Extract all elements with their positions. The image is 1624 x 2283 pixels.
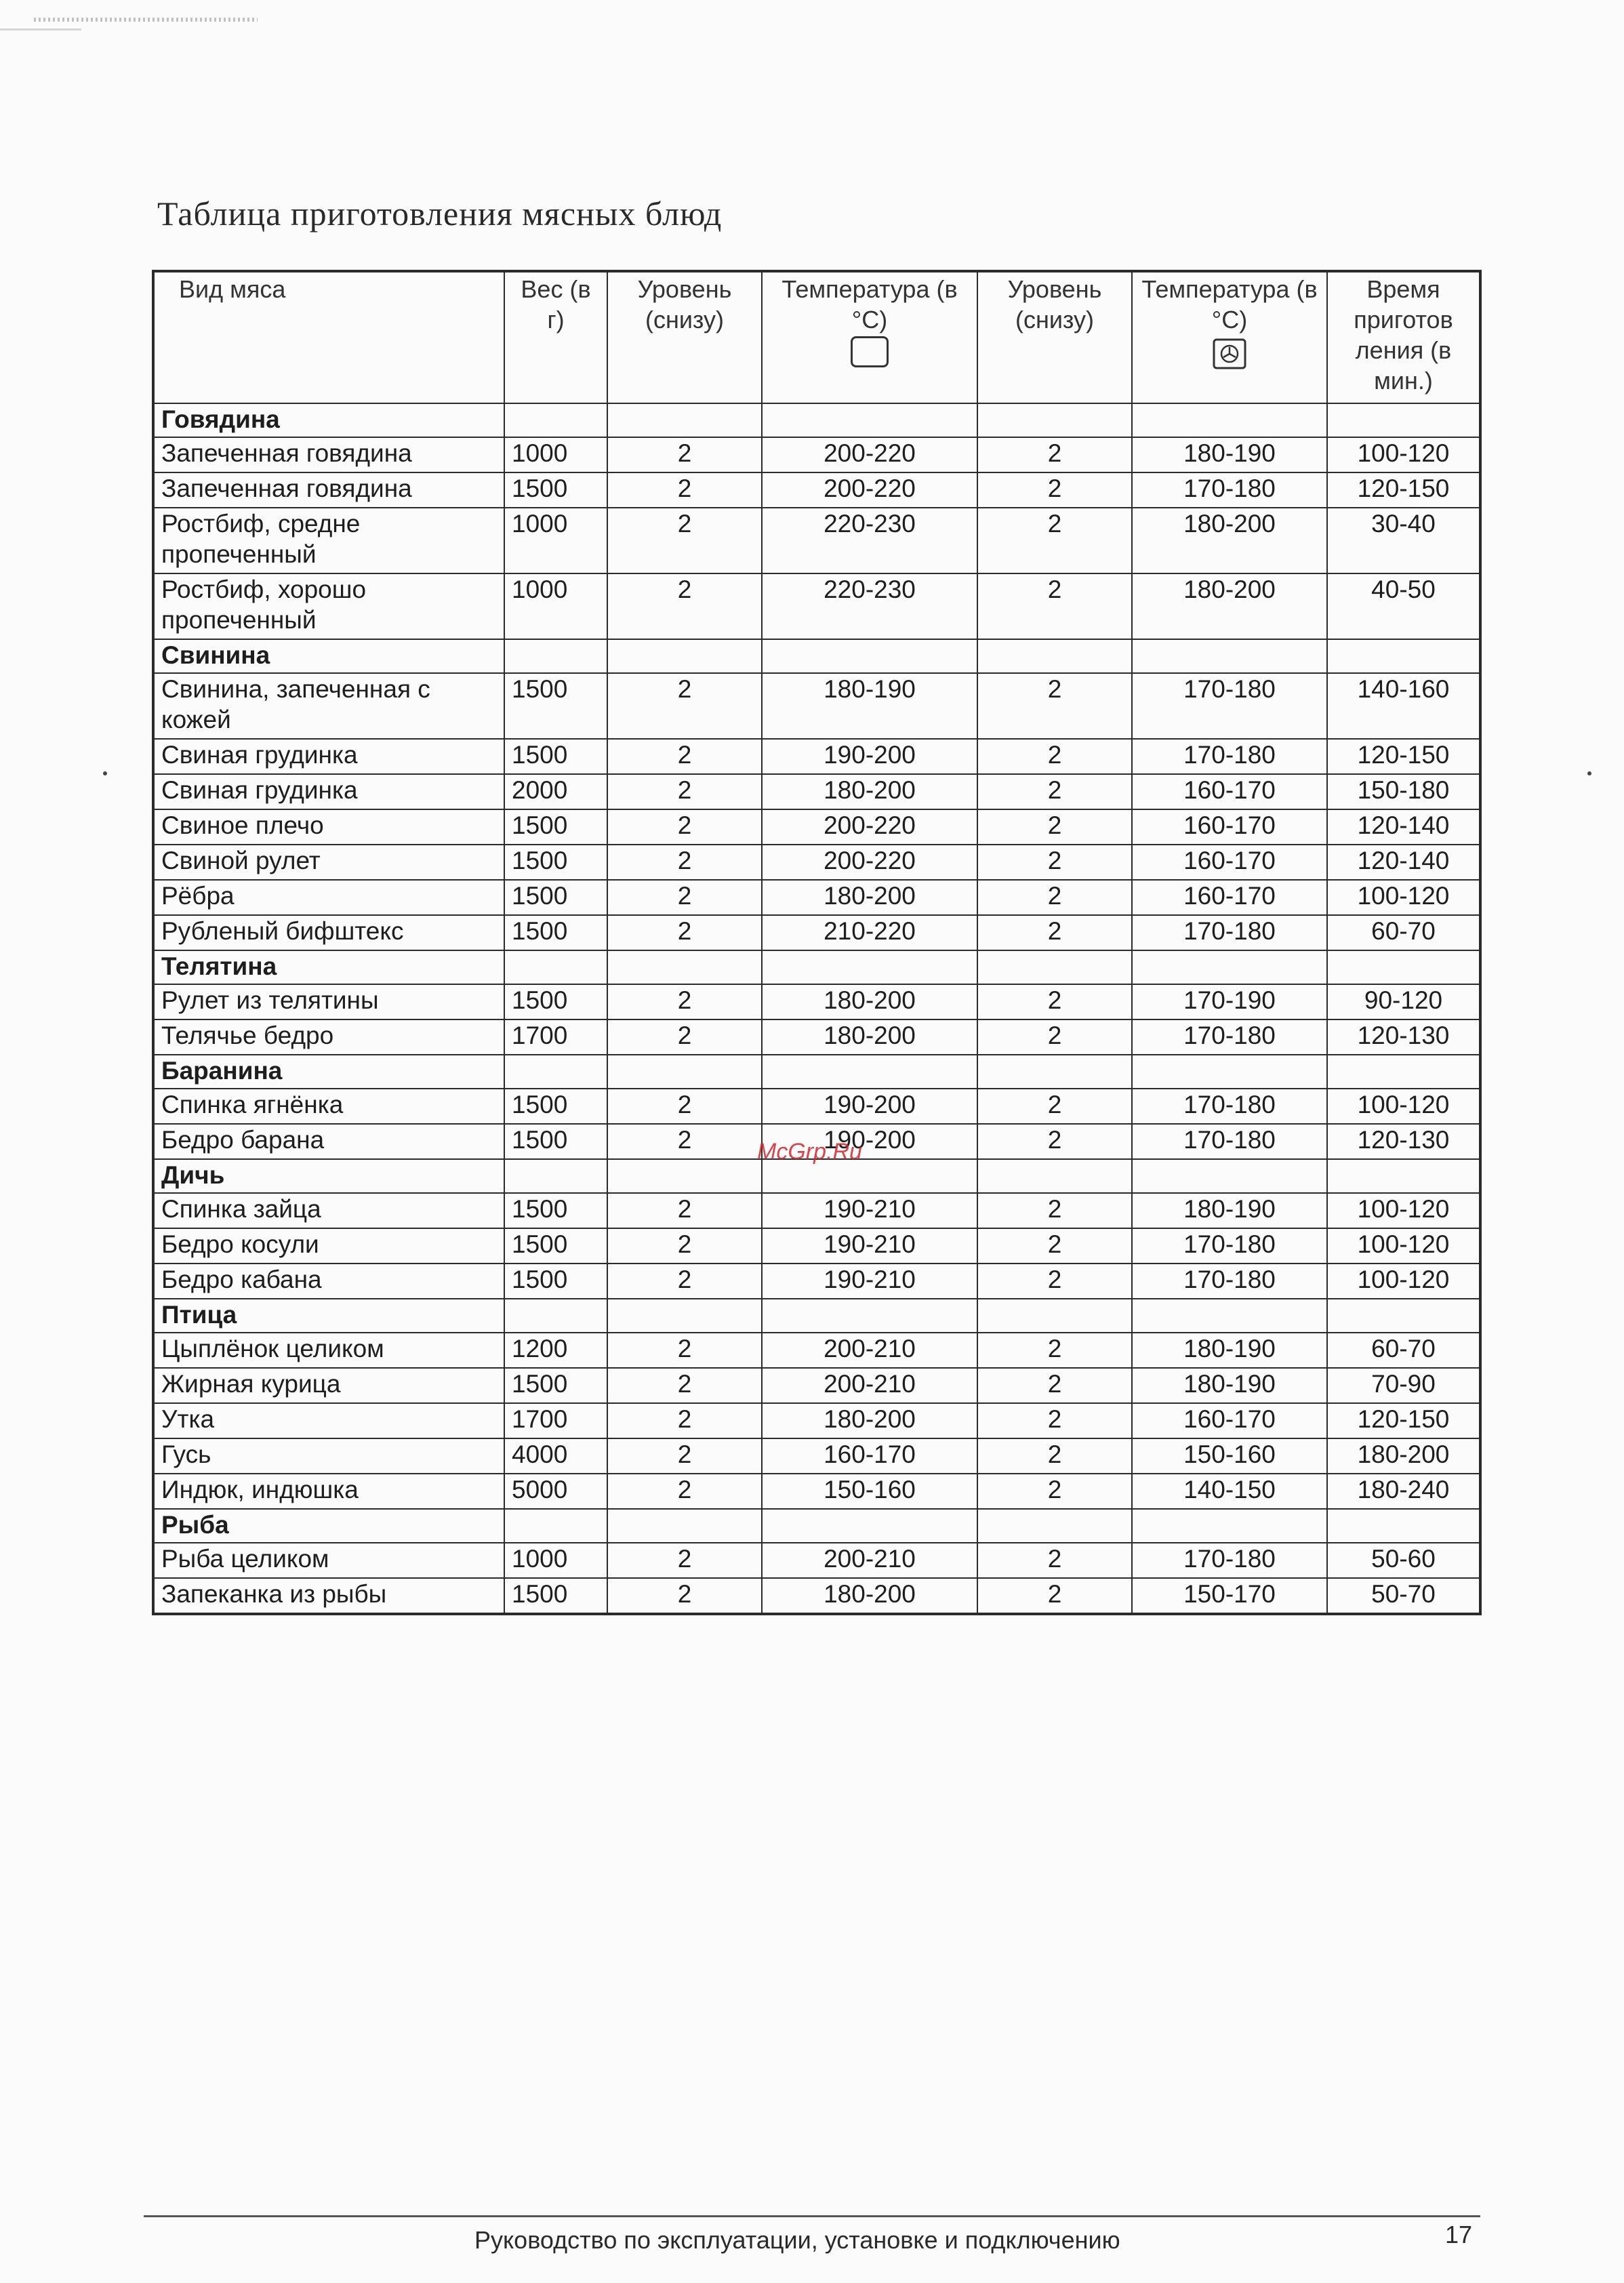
cell-level-fan: 2 bbox=[977, 880, 1132, 915]
scan-dot bbox=[1587, 771, 1591, 775]
table-row bbox=[153, 1403, 1480, 1438]
cell-temp-fan: 170-190 bbox=[1132, 984, 1327, 1019]
cell-level-static: 2 bbox=[607, 1124, 762, 1159]
cell-temp-static: 180-200 bbox=[762, 1578, 977, 1614]
cell-temp-fan: 170-180 bbox=[1132, 673, 1327, 739]
cell-weight: 1000 bbox=[504, 1543, 607, 1578]
cell-temp-static: 180-200 bbox=[762, 1403, 977, 1438]
cell-meat-name: Запеченная говядина bbox=[153, 437, 504, 472]
cell-level-static: 2 bbox=[607, 1089, 762, 1124]
cell-temp-fan: 170-180 bbox=[1132, 739, 1327, 774]
table-body bbox=[153, 403, 1480, 1614]
empty-cell bbox=[762, 403, 977, 437]
cell-temp-fan: 160-170 bbox=[1132, 845, 1327, 880]
cell-temp-static: 200-210 bbox=[762, 1368, 977, 1403]
header-level-static: Уровень (снизу) bbox=[607, 271, 762, 403]
cell-cook-time: 100-120 bbox=[1327, 880, 1480, 915]
table-row bbox=[153, 915, 1480, 950]
cell-temp-static: 220-230 bbox=[762, 573, 977, 639]
cell-temp-static: 200-220 bbox=[762, 845, 977, 880]
cell-level-fan: 2 bbox=[977, 845, 1132, 880]
cell-cook-time: 180-200 bbox=[1327, 1438, 1480, 1474]
table-header-row bbox=[153, 271, 1480, 403]
category-row bbox=[153, 950, 1480, 984]
category-label: Баранина bbox=[153, 1055, 504, 1089]
cell-level-fan: 2 bbox=[977, 1089, 1132, 1124]
cell-level-fan: 2 bbox=[977, 1193, 1132, 1228]
cell-level-static: 2 bbox=[607, 437, 762, 472]
cell-level-fan: 2 bbox=[977, 1019, 1132, 1055]
empty-cell bbox=[762, 1055, 977, 1089]
cell-meat-name: Рубленый бифштекс bbox=[153, 915, 504, 950]
table-row bbox=[153, 1264, 1480, 1299]
cell-weight: 1500 bbox=[504, 673, 607, 739]
empty-cell bbox=[1327, 1159, 1480, 1193]
cell-level-fan: 2 bbox=[977, 472, 1132, 508]
cell-temp-fan: 170-180 bbox=[1132, 1124, 1327, 1159]
cell-level-fan: 2 bbox=[977, 984, 1132, 1019]
cell-weight: 1500 bbox=[504, 1228, 607, 1264]
cell-temp-static: 200-220 bbox=[762, 437, 977, 472]
table-row bbox=[153, 573, 1480, 639]
empty-cell bbox=[607, 403, 762, 437]
cell-cook-time: 120-150 bbox=[1327, 739, 1480, 774]
cell-level-fan: 2 bbox=[977, 508, 1132, 573]
empty-cell bbox=[607, 950, 762, 984]
cell-meat-name: Рулет из телятины bbox=[153, 984, 504, 1019]
header-cook-time: Время приготов ления (в мин.) bbox=[1327, 271, 1480, 403]
empty-cell bbox=[607, 639, 762, 673]
meat-cooking-table bbox=[152, 270, 1482, 1615]
cell-temp-fan: 180-200 bbox=[1132, 573, 1327, 639]
cell-meat-name: Телячье бедро bbox=[153, 1019, 504, 1055]
cell-weight: 1500 bbox=[504, 1264, 607, 1299]
header-temp-fan bbox=[1132, 271, 1327, 403]
category-label: Птица bbox=[153, 1299, 504, 1333]
empty-cell bbox=[607, 1159, 762, 1193]
cell-meat-name: Запеченная говядина bbox=[153, 472, 504, 508]
cell-temp-fan: 180-200 bbox=[1132, 508, 1327, 573]
cell-level-static: 2 bbox=[607, 573, 762, 639]
cell-meat-name: Свиное плечо bbox=[153, 809, 504, 845]
oven-top-bottom-heat-icon bbox=[851, 336, 889, 367]
cell-weight: 1500 bbox=[504, 1368, 607, 1403]
cell-temp-fan: 160-170 bbox=[1132, 1403, 1327, 1438]
cell-level-fan: 2 bbox=[977, 774, 1132, 809]
cell-cook-time: 140-160 bbox=[1327, 673, 1480, 739]
cell-level-fan: 2 bbox=[977, 1578, 1132, 1614]
cell-temp-static: 180-190 bbox=[762, 673, 977, 739]
cell-meat-name: Индюк, индюшка bbox=[153, 1474, 504, 1509]
empty-cell bbox=[1327, 403, 1480, 437]
cell-meat-name: Свиной рулет bbox=[153, 845, 504, 880]
scan-dot bbox=[103, 771, 107, 775]
empty-cell bbox=[1132, 403, 1327, 437]
empty-cell bbox=[504, 639, 607, 673]
cell-cook-time: 30-40 bbox=[1327, 508, 1480, 573]
cell-level-static: 2 bbox=[607, 472, 762, 508]
cell-weight: 1500 bbox=[504, 1089, 607, 1124]
empty-cell bbox=[504, 950, 607, 984]
cell-level-static: 2 bbox=[607, 809, 762, 845]
cell-level-fan: 2 bbox=[977, 1368, 1132, 1403]
empty-cell bbox=[762, 950, 977, 984]
cell-level-static: 2 bbox=[607, 1543, 762, 1578]
header-temp-fan-label: Температура (в °С) bbox=[1141, 275, 1318, 334]
cell-temp-static: 200-210 bbox=[762, 1543, 977, 1578]
category-row bbox=[153, 639, 1480, 673]
cell-level-static: 2 bbox=[607, 1368, 762, 1403]
fan-heat-icon bbox=[1212, 338, 1247, 370]
cell-cook-time: 60-70 bbox=[1327, 1333, 1480, 1368]
cell-weight: 1500 bbox=[504, 1578, 607, 1614]
cell-level-fan: 2 bbox=[977, 573, 1132, 639]
cell-temp-static: 180-200 bbox=[762, 1019, 977, 1055]
cell-level-fan: 2 bbox=[977, 1333, 1132, 1368]
footer-divider bbox=[144, 2215, 1480, 2217]
empty-cell bbox=[1132, 639, 1327, 673]
cell-temp-fan: 170-180 bbox=[1132, 915, 1327, 950]
empty-cell bbox=[762, 1509, 977, 1543]
cell-cook-time: 150-180 bbox=[1327, 774, 1480, 809]
cell-temp-fan: 180-190 bbox=[1132, 1368, 1327, 1403]
cell-cook-time: 70-90 bbox=[1327, 1368, 1480, 1403]
table-row bbox=[153, 1543, 1480, 1578]
empty-cell bbox=[977, 1509, 1132, 1543]
cell-meat-name: Бедро барана bbox=[153, 1124, 504, 1159]
cell-level-static: 2 bbox=[607, 1403, 762, 1438]
cell-cook-time: 40-50 bbox=[1327, 573, 1480, 639]
cell-meat-name: Гусь bbox=[153, 1438, 504, 1474]
empty-cell bbox=[977, 1055, 1132, 1089]
cell-temp-static: 200-220 bbox=[762, 809, 977, 845]
table-row bbox=[153, 1333, 1480, 1368]
cell-temp-fan: 170-180 bbox=[1132, 1228, 1327, 1264]
table-row bbox=[153, 508, 1480, 573]
cell-level-static: 2 bbox=[607, 1193, 762, 1228]
cell-level-static: 2 bbox=[607, 1264, 762, 1299]
cell-cook-time: 120-130 bbox=[1327, 1019, 1480, 1055]
cell-temp-fan: 160-170 bbox=[1132, 774, 1327, 809]
empty-cell bbox=[1132, 1299, 1327, 1333]
cell-weight: 1500 bbox=[504, 472, 607, 508]
cell-temp-fan: 140-150 bbox=[1132, 1474, 1327, 1509]
header-temp-static bbox=[762, 271, 977, 403]
cell-temp-static: 180-200 bbox=[762, 774, 977, 809]
cell-cook-time: 100-120 bbox=[1327, 1089, 1480, 1124]
cell-temp-static: 160-170 bbox=[762, 1438, 977, 1474]
cell-temp-static: 190-200 bbox=[762, 739, 977, 774]
cell-level-fan: 2 bbox=[977, 1228, 1132, 1264]
cell-meat-name: Ростбиф, средне пропеченный bbox=[153, 508, 504, 573]
table-row bbox=[153, 1578, 1480, 1614]
cell-level-static: 2 bbox=[607, 1333, 762, 1368]
cell-level-static: 2 bbox=[607, 915, 762, 950]
cell-cook-time: 100-120 bbox=[1327, 437, 1480, 472]
table-row bbox=[153, 1474, 1480, 1509]
cell-meat-name: Ростбиф, хорошо пропеченный bbox=[153, 573, 504, 639]
empty-cell bbox=[762, 1299, 977, 1333]
category-row bbox=[153, 403, 1480, 437]
empty-cell bbox=[977, 950, 1132, 984]
cell-temp-static: 190-210 bbox=[762, 1228, 977, 1264]
empty-cell bbox=[977, 639, 1132, 673]
cell-level-fan: 2 bbox=[977, 809, 1132, 845]
table-row bbox=[153, 845, 1480, 880]
cell-temp-fan: 150-170 bbox=[1132, 1578, 1327, 1614]
category-label: Дичь bbox=[153, 1159, 504, 1193]
category-label: Телятина bbox=[153, 950, 504, 984]
table-row bbox=[153, 984, 1480, 1019]
cell-level-fan: 2 bbox=[977, 1543, 1132, 1578]
cell-cook-time: 100-120 bbox=[1327, 1228, 1480, 1264]
cell-cook-time: 100-120 bbox=[1327, 1264, 1480, 1299]
cell-weight: 1000 bbox=[504, 437, 607, 472]
cell-level-static: 2 bbox=[607, 880, 762, 915]
scan-artifact bbox=[34, 18, 258, 22]
cell-temp-static: 150-160 bbox=[762, 1474, 977, 1509]
category-row bbox=[153, 1055, 1480, 1089]
table-row bbox=[153, 774, 1480, 809]
table-row bbox=[153, 809, 1480, 845]
header-weight: Вес (в г) bbox=[504, 271, 607, 403]
cell-temp-static: 190-200 bbox=[762, 1089, 977, 1124]
cell-level-static: 2 bbox=[607, 1578, 762, 1614]
empty-cell bbox=[1327, 1509, 1480, 1543]
empty-cell bbox=[504, 1159, 607, 1193]
empty-cell bbox=[1132, 1509, 1327, 1543]
empty-cell bbox=[504, 403, 607, 437]
cell-level-fan: 2 bbox=[977, 1264, 1132, 1299]
cell-level-fan: 2 bbox=[977, 1124, 1132, 1159]
cell-temp-static: 190-210 bbox=[762, 1193, 977, 1228]
cell-weight: 1500 bbox=[504, 915, 607, 950]
cell-temp-fan: 170-180 bbox=[1132, 1543, 1327, 1578]
cell-level-static: 2 bbox=[607, 984, 762, 1019]
table-row bbox=[153, 1193, 1480, 1228]
cell-cook-time: 180-240 bbox=[1327, 1474, 1480, 1509]
cell-meat-name: Запеканка из рыбы bbox=[153, 1578, 504, 1614]
page-title: Таблица приготовления мясных блюд bbox=[157, 195, 723, 233]
cell-temp-fan: 150-160 bbox=[1132, 1438, 1327, 1474]
category-label: Рыба bbox=[153, 1509, 504, 1543]
table-row bbox=[153, 472, 1480, 508]
table-row bbox=[153, 1438, 1480, 1474]
table-row bbox=[153, 673, 1480, 739]
empty-cell bbox=[977, 403, 1132, 437]
table-row bbox=[153, 1368, 1480, 1403]
page-number: 17 bbox=[1445, 2221, 1473, 2248]
cell-cook-time: 50-60 bbox=[1327, 1543, 1480, 1578]
table-row bbox=[153, 1019, 1480, 1055]
cell-level-static: 2 bbox=[607, 1474, 762, 1509]
cell-weight: 4000 bbox=[504, 1438, 607, 1474]
cell-temp-fan: 160-170 bbox=[1132, 809, 1327, 845]
cell-level-fan: 2 bbox=[977, 673, 1132, 739]
cell-level-fan: 2 bbox=[977, 1474, 1132, 1509]
cell-level-fan: 2 bbox=[977, 1438, 1132, 1474]
category-label: Свинина bbox=[153, 639, 504, 673]
empty-cell bbox=[1132, 1159, 1327, 1193]
cell-temp-static: 210-220 bbox=[762, 915, 977, 950]
empty-cell bbox=[1327, 950, 1480, 984]
category-row bbox=[153, 1299, 1480, 1333]
cell-meat-name: Рыба целиком bbox=[153, 1543, 504, 1578]
cell-weight: 1500 bbox=[504, 984, 607, 1019]
empty-cell bbox=[977, 1159, 1132, 1193]
cell-temp-static: 180-200 bbox=[762, 880, 977, 915]
cell-cook-time: 50-70 bbox=[1327, 1578, 1480, 1614]
cell-weight: 1500 bbox=[504, 1124, 607, 1159]
cell-meat-name: Жирная курица bbox=[153, 1368, 504, 1403]
cell-temp-static: 190-200 bbox=[762, 1124, 977, 1159]
category-row bbox=[153, 1509, 1480, 1543]
empty-cell bbox=[504, 1299, 607, 1333]
cell-meat-name: Утка bbox=[153, 1403, 504, 1438]
empty-cell bbox=[607, 1509, 762, 1543]
cell-weight: 1200 bbox=[504, 1333, 607, 1368]
empty-cell bbox=[607, 1299, 762, 1333]
empty-cell bbox=[504, 1055, 607, 1089]
empty-cell bbox=[1327, 1055, 1480, 1089]
scan-artifact bbox=[0, 28, 81, 31]
table-row bbox=[153, 1089, 1480, 1124]
footer-text: Руководство по эксплуатации, установке и подключению bbox=[474, 2226, 1120, 2254]
cell-meat-name: Рёбра bbox=[153, 880, 504, 915]
empty-cell bbox=[504, 1509, 607, 1543]
cell-weight: 1700 bbox=[504, 1019, 607, 1055]
cell-cook-time: 120-140 bbox=[1327, 845, 1480, 880]
cell-meat-name: Спинка ягнёнка bbox=[153, 1089, 504, 1124]
header-temp-static-label: Температура (в °С) bbox=[781, 275, 958, 334]
cell-temp-fan: 160-170 bbox=[1132, 880, 1327, 915]
cell-temp-fan: 180-190 bbox=[1132, 437, 1327, 472]
table-row bbox=[153, 1228, 1480, 1264]
cell-temp-fan: 170-180 bbox=[1132, 1019, 1327, 1055]
cell-cook-time: 120-140 bbox=[1327, 809, 1480, 845]
category-label: Говядина bbox=[153, 403, 504, 437]
cell-weight: 1000 bbox=[504, 508, 607, 573]
cell-weight: 2000 bbox=[504, 774, 607, 809]
empty-cell bbox=[1132, 950, 1327, 984]
cell-level-static: 2 bbox=[607, 774, 762, 809]
empty-cell bbox=[1132, 1055, 1327, 1089]
cell-cook-time: 120-150 bbox=[1327, 472, 1480, 508]
empty-cell bbox=[1327, 639, 1480, 673]
cell-temp-fan: 170-180 bbox=[1132, 1264, 1327, 1299]
cell-weight: 1500 bbox=[504, 845, 607, 880]
cell-temp-static: 190-210 bbox=[762, 1264, 977, 1299]
empty-cell bbox=[607, 1055, 762, 1089]
cell-level-static: 2 bbox=[607, 1438, 762, 1474]
header-level-fan: Уровень (снизу) bbox=[977, 271, 1132, 403]
table-row bbox=[153, 880, 1480, 915]
cell-level-static: 2 bbox=[607, 673, 762, 739]
cell-temp-static: 180-200 bbox=[762, 984, 977, 1019]
cell-weight: 5000 bbox=[504, 1474, 607, 1509]
empty-cell bbox=[1327, 1299, 1480, 1333]
cell-level-static: 2 bbox=[607, 508, 762, 573]
cell-cook-time: 120-150 bbox=[1327, 1403, 1480, 1438]
cell-cook-time: 100-120 bbox=[1327, 1193, 1480, 1228]
cell-meat-name: Свиная грудинка bbox=[153, 774, 504, 809]
cell-level-static: 2 bbox=[607, 1019, 762, 1055]
cell-weight: 1500 bbox=[504, 739, 607, 774]
cell-weight: 1500 bbox=[504, 809, 607, 845]
cell-level-static: 2 bbox=[607, 845, 762, 880]
watermark: McGrp.Ru bbox=[757, 1139, 862, 1165]
cell-meat-name: Свинина, запеченная с кожей bbox=[153, 673, 504, 739]
table-row bbox=[153, 437, 1480, 472]
cell-cook-time: 60-70 bbox=[1327, 915, 1480, 950]
cell-temp-static: 200-210 bbox=[762, 1333, 977, 1368]
cell-temp-static: 200-220 bbox=[762, 472, 977, 508]
cell-meat-name: Цыплёнок целиком bbox=[153, 1333, 504, 1368]
cell-level-fan: 2 bbox=[977, 437, 1132, 472]
cell-cook-time: 90-120 bbox=[1327, 984, 1480, 1019]
cell-cook-time: 120-130 bbox=[1327, 1124, 1480, 1159]
cell-weight: 1000 bbox=[504, 573, 607, 639]
empty-cell bbox=[762, 639, 977, 673]
cell-weight: 1500 bbox=[504, 1193, 607, 1228]
cell-level-fan: 2 bbox=[977, 915, 1132, 950]
table-row bbox=[153, 739, 1480, 774]
cell-meat-name: Бедро косули bbox=[153, 1228, 504, 1264]
cell-level-fan: 2 bbox=[977, 739, 1132, 774]
cell-level-static: 2 bbox=[607, 1228, 762, 1264]
empty-cell bbox=[977, 1299, 1132, 1333]
cell-temp-fan: 180-190 bbox=[1132, 1193, 1327, 1228]
cell-temp-static: 220-230 bbox=[762, 508, 977, 573]
cell-weight: 1700 bbox=[504, 1403, 607, 1438]
cell-temp-fan: 180-190 bbox=[1132, 1333, 1327, 1368]
cell-temp-fan: 170-180 bbox=[1132, 1089, 1327, 1124]
header-meat-type: Вид мяса bbox=[153, 271, 504, 403]
cell-weight: 1500 bbox=[504, 880, 607, 915]
cell-level-fan: 2 bbox=[977, 1403, 1132, 1438]
cell-temp-fan: 170-180 bbox=[1132, 472, 1327, 508]
cell-meat-name: Свиная грудинка bbox=[153, 739, 504, 774]
cell-meat-name: Бедро кабана bbox=[153, 1264, 504, 1299]
cell-meat-name: Спинка зайца bbox=[153, 1193, 504, 1228]
cell-level-static: 2 bbox=[607, 739, 762, 774]
